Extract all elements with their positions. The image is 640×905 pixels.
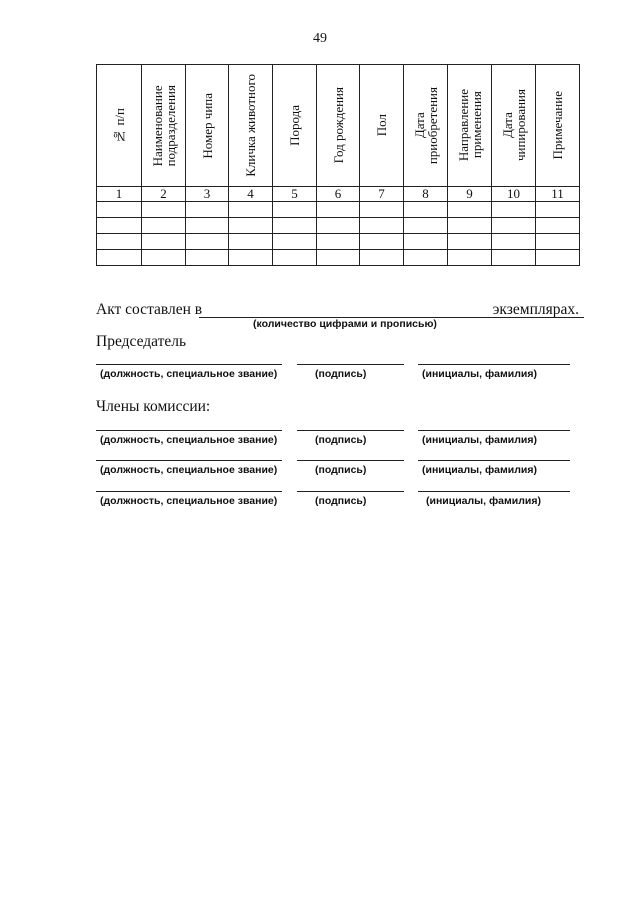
header-cell: Пол [360, 65, 404, 187]
table-cell[interactable] [448, 234, 492, 250]
table-cell[interactable] [273, 202, 317, 218]
table-cell[interactable] [186, 202, 229, 218]
member-signature-field[interactable] [297, 491, 404, 492]
member-position-caption: (должность, специальное звание) [100, 464, 278, 476]
member-signature-field[interactable] [297, 430, 404, 431]
header-cell: Год рождения [317, 65, 360, 187]
column-number: 5 [273, 187, 317, 202]
header-cell: Порода [273, 65, 317, 187]
member-name-field[interactable] [418, 491, 570, 492]
copies-hint: (количество цифрами и прописью) [253, 318, 437, 330]
table-cell[interactable] [229, 218, 273, 234]
member-name-field[interactable] [418, 430, 570, 431]
member-signature-caption: (подпись) [315, 495, 367, 507]
table-cell[interactable] [97, 250, 142, 266]
chairman-position-caption: (должность, специальное звание) [100, 368, 278, 380]
chairman-signature-field[interactable] [297, 364, 404, 365]
table-cell[interactable] [97, 202, 142, 218]
table-cell[interactable] [317, 218, 360, 234]
table-row [97, 218, 580, 234]
header-cell: Номер чипа [186, 65, 229, 187]
header-cell: Кличка животного [229, 65, 273, 187]
column-number: 3 [186, 187, 229, 202]
column-number: 6 [317, 187, 360, 202]
table-cell[interactable] [142, 218, 186, 234]
table-cell[interactable] [317, 250, 360, 266]
member-position-caption: (должность, специальное звание) [100, 495, 278, 507]
chairman-name-caption: (инициалы, фамилия) [422, 368, 537, 380]
column-number: 8 [404, 187, 448, 202]
table-cell[interactable] [97, 234, 142, 250]
header-cell: Дата чипирования [492, 65, 536, 187]
member-signature-caption: (подпись) [315, 464, 367, 476]
empty-rows [97, 202, 580, 266]
table-cell[interactable] [536, 250, 580, 266]
header-cell: Дата приобретения [404, 65, 448, 187]
table-cell[interactable] [229, 250, 273, 266]
table-row [97, 250, 580, 266]
table-cell[interactable] [448, 250, 492, 266]
column-number: 1 [97, 187, 142, 202]
table-cell[interactable] [97, 218, 142, 234]
column-number-row [97, 187, 580, 202]
column-number: 10 [492, 187, 536, 202]
chairman-signature-caption: (подпись) [315, 368, 367, 380]
column-number: 9 [448, 187, 492, 202]
table-cell[interactable] [448, 218, 492, 234]
member-position-field[interactable] [96, 491, 282, 492]
table-cell[interactable] [229, 234, 273, 250]
table-cell[interactable] [360, 234, 404, 250]
column-number: 7 [360, 187, 404, 202]
table-cell[interactable] [536, 234, 580, 250]
table-cell[interactable] [317, 202, 360, 218]
act-prefix: Акт составлен в [96, 301, 203, 318]
column-number: 11 [536, 187, 580, 202]
table-cell[interactable] [317, 234, 360, 250]
chairman-position-field[interactable] [96, 364, 282, 365]
table-cell[interactable] [492, 250, 536, 266]
table-cell[interactable] [404, 218, 448, 234]
table-cell[interactable] [492, 218, 536, 234]
table-cell[interactable] [360, 202, 404, 218]
table-cell[interactable] [273, 234, 317, 250]
column-number: 2 [142, 187, 186, 202]
table-cell[interactable] [360, 250, 404, 266]
chairman-name-field[interactable] [418, 364, 570, 365]
member-position-caption: (должность, специальное звание) [100, 434, 278, 446]
table-cell[interactable] [492, 234, 536, 250]
header-cell: Наименование подразделения [142, 65, 186, 187]
member-name-caption: (инициалы, фамилия) [426, 495, 541, 507]
header-cell: Примечание [536, 65, 580, 187]
member-position-field[interactable] [96, 460, 282, 461]
members-title: Члены комиссии: [96, 398, 211, 415]
member-signature-caption: (подпись) [315, 434, 367, 446]
table-cell[interactable] [448, 202, 492, 218]
table-cell[interactable] [142, 202, 186, 218]
header-row [97, 65, 580, 187]
member-position-field[interactable] [96, 430, 282, 431]
table-cell[interactable] [404, 250, 448, 266]
table-cell[interactable] [536, 202, 580, 218]
table-cell[interactable] [186, 234, 229, 250]
table-cell[interactable] [186, 250, 229, 266]
member-name-field[interactable] [418, 460, 570, 461]
table-cell[interactable] [492, 202, 536, 218]
page-number: 49 [313, 31, 327, 46]
table-cell[interactable] [360, 218, 404, 234]
table-cell[interactable] [273, 250, 317, 266]
table-cell[interactable] [186, 218, 229, 234]
animal-register-table [96, 64, 580, 266]
table-cell[interactable] [142, 250, 186, 266]
header-cell: Направление применения [448, 65, 492, 187]
table-cell[interactable] [404, 234, 448, 250]
table-cell[interactable] [404, 202, 448, 218]
member-name-caption: (инициалы, фамилия) [422, 464, 537, 476]
act-suffix: экземплярах. [492, 301, 579, 318]
table-row [97, 234, 580, 250]
member-signature-field[interactable] [297, 460, 404, 461]
header-cell: № п/п [97, 65, 142, 187]
table-cell[interactable] [142, 234, 186, 250]
table-row [97, 202, 580, 218]
table-cell[interactable] [273, 218, 317, 234]
table-cell[interactable] [229, 202, 273, 218]
chairman-title: Председатель [96, 333, 187, 350]
table-cell[interactable] [536, 218, 580, 234]
member-name-caption: (инициалы, фамилия) [422, 434, 537, 446]
column-number: 4 [229, 187, 273, 202]
